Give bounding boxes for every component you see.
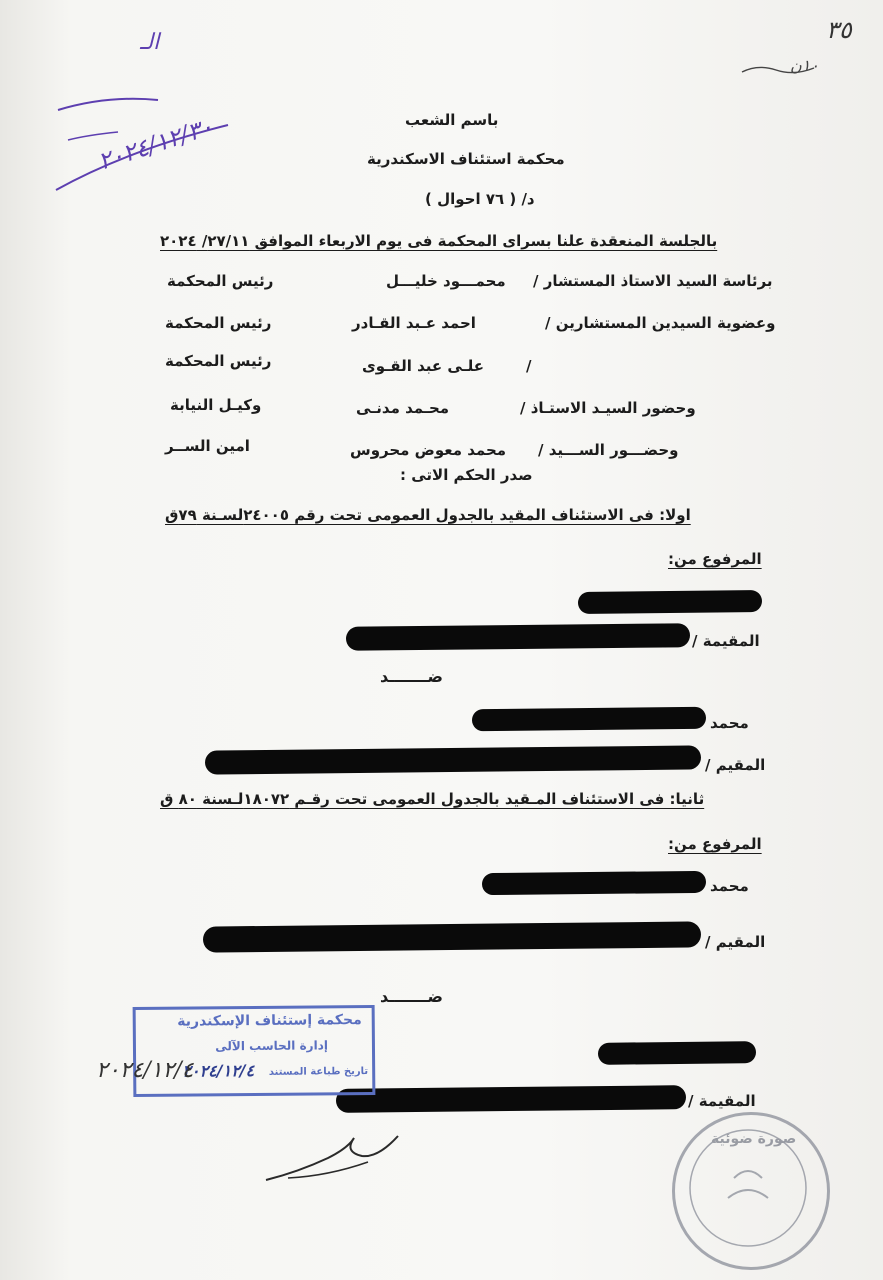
- redacted-second-defendant-address: [336, 1085, 686, 1113]
- circuit-number: د/ ( ٧٦ احوال ): [425, 190, 535, 208]
- handwritten-scribble-top-right: [738, 58, 818, 78]
- panel-name-1: محمـــود خليـــل: [386, 272, 506, 290]
- handwritten-stamp-date: ٢٠٢٤/١٢/٤: [96, 1058, 194, 1083]
- stamp-print-date: ٢٠٢٤/١٢/٤: [182, 1060, 255, 1081]
- panel-role-2: رئيس المحكمة: [165, 314, 272, 332]
- round-seal: [672, 1112, 830, 1270]
- redacted-appellant-address: [346, 623, 690, 651]
- verdict-intro: صدر الحكم الاتى :: [400, 466, 533, 484]
- court-name: محكمة استئناف الاسكندرية: [367, 150, 565, 168]
- panel-name-2: احمد عـبد القـادر: [352, 314, 476, 332]
- handwritten-note-top-right: ١٠ن: [790, 56, 819, 75]
- panel-label-5: وحضـــور الســـيد /: [538, 441, 679, 459]
- panel-name-5: محمد معوض محروس: [350, 441, 507, 459]
- panel-name-4: محـمد مدنـى: [356, 399, 450, 417]
- session-line: بالجلسة المنعقدة علنا بسراى المحكمة فى يوم الاربعاء الموافق ٢٧/١١/ ٢٠٢٤: [160, 232, 718, 250]
- second-appeal-residing-f: المقيمة /: [688, 1092, 756, 1110]
- redacted-second-appellant-address: [203, 921, 701, 952]
- panel-label-2: وعضوية السيدين المستشارين /: [545, 314, 776, 332]
- first-appeal-against: ضـــــــد: [380, 667, 443, 686]
- panel-label-1: برئاسة السيد الاستاذ المستشار /: [533, 272, 773, 290]
- seal-text: صورة ضوئية: [711, 1131, 797, 1147]
- document-title: باسم الشعب: [405, 111, 499, 129]
- panel-label-4: وحضور السيـد الاستـاذ /: [520, 399, 696, 417]
- panel-role-3: رئيس المحكمة: [165, 352, 272, 370]
- handwritten-scribble-top-left: [48, 40, 248, 200]
- first-appeal-residing-m: المقيم /: [705, 756, 766, 774]
- panel-role-5: امين الســر: [165, 437, 250, 455]
- first-appeal-residing-f: المقيمة /: [692, 632, 760, 650]
- second-appeal-raised-by: المرفوع من:: [668, 835, 762, 853]
- stamp-court-name: محكمة إستئناف الإسكندرية: [177, 1012, 362, 1030]
- redacted-second-defendant-name: [598, 1041, 756, 1065]
- second-appeal-appellant: محمد: [710, 877, 749, 895]
- handwritten-note-top-left: الـ: [140, 30, 160, 55]
- redacted-appellant-name: [578, 590, 762, 614]
- redacted-second-appellant-name: [482, 871, 706, 895]
- second-appeal-against: ضـــــــد: [380, 987, 443, 1006]
- first-appeal-defendant: محمد: [710, 714, 749, 732]
- panel-name-3: علـى عبد القـوى: [362, 357, 484, 375]
- signature: [258, 1122, 408, 1192]
- first-appeal-raised-by: المرفوع من:: [668, 550, 762, 568]
- handwritten-date-top-left: ٢٠٢٤/١٢/٣٠: [94, 112, 217, 176]
- panel-label-3: /: [526, 357, 532, 375]
- second-appeal-residing-m: المقيم /: [705, 933, 766, 951]
- panel-role-4: وكيـل النيابة: [170, 396, 262, 414]
- panel-role-1: رئيس المحكمة: [167, 272, 274, 290]
- first-appeal-heading: اولا: فى الاستئناف المقيد بالجدول العمومى تحت رقم ٢٤٠٠٥لسـنة ٧٩ق: [165, 506, 691, 524]
- redacted-defendant-address: [205, 745, 701, 774]
- handwritten-page-number: ٣٥: [826, 16, 852, 44]
- court-stamp: [133, 1005, 376, 1097]
- redacted-defendant-name: [472, 707, 706, 731]
- stamp-department: إدارة الحاسب الآلى: [215, 1038, 329, 1054]
- second-appeal-heading: ثانيا: فى الاستئناف المـقيد بالجدول العمومى تحت رقـم ١٨٠٧٢لـسنة ٨٠ ق: [160, 790, 705, 808]
- stamp-print-date-label: تاريخ طباعة المستند: [268, 1066, 369, 1078]
